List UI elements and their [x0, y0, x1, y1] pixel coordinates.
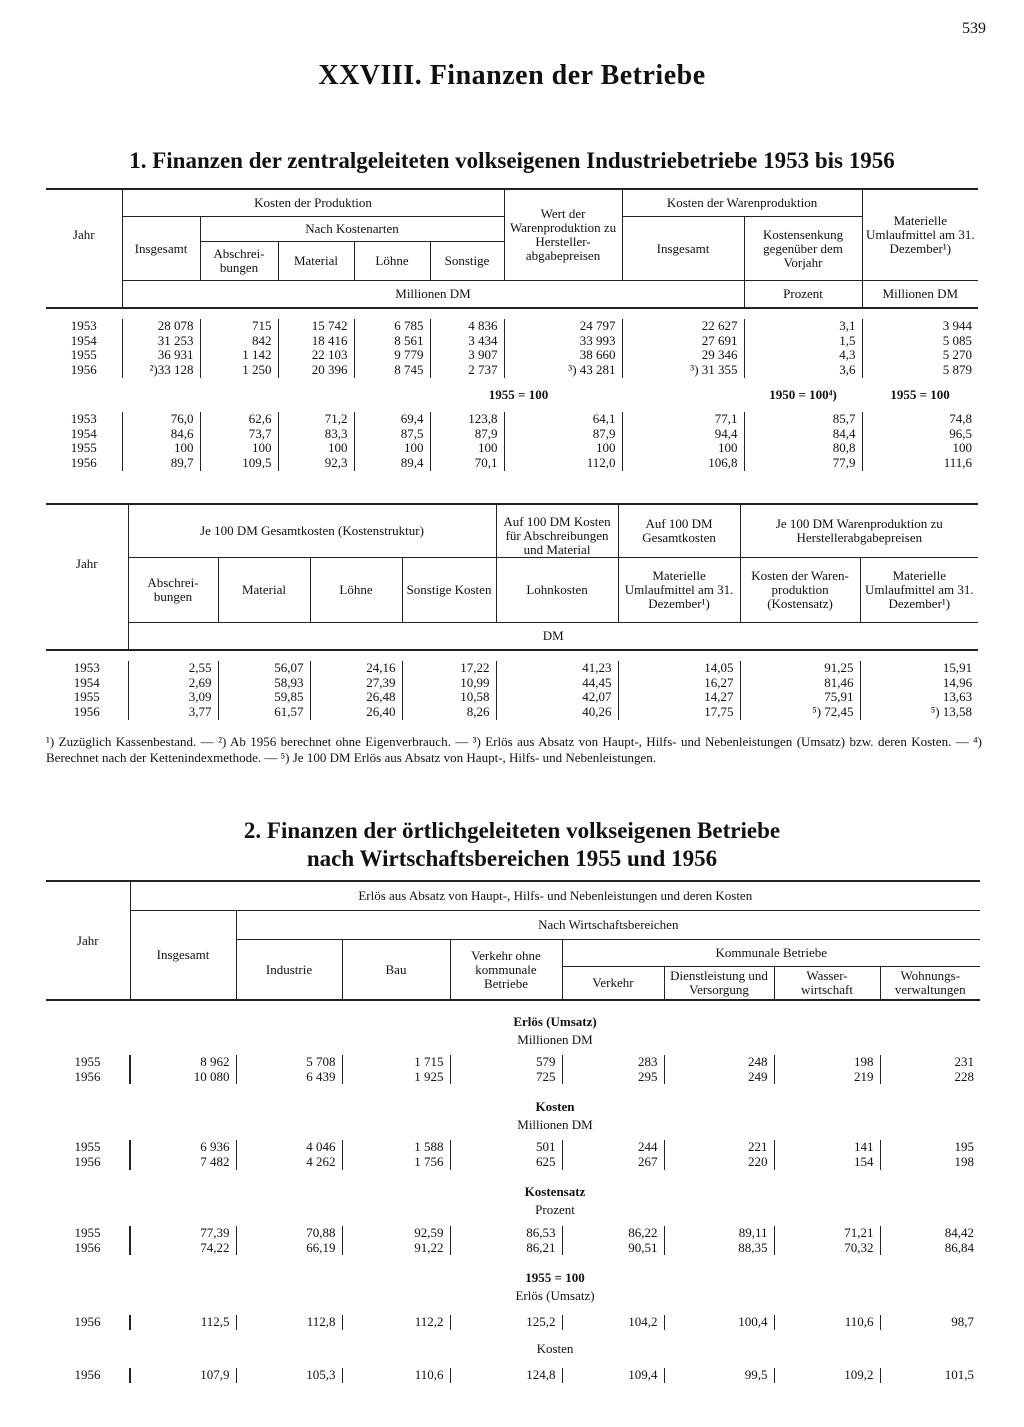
t3-idx-value-cell: 112,2 — [342, 1315, 450, 1330]
t3-year-cell: 1955 — [74, 1139, 101, 1155]
t2-header-auf100-b: Auf 100 DM Gesamtkosten — [618, 504, 740, 558]
t1-abs-value-cell: 18 416 — [278, 334, 354, 349]
t1-idx-value-cell: 76,0 — [122, 412, 200, 427]
t3-value-cell: 198 — [774, 1055, 880, 1070]
t2-value-cell: 10,99 — [402, 676, 496, 691]
t3-header-nach-wb: Nach Wirtschaftsbereichen — [236, 911, 980, 940]
t2-value-cell: ⁵) 13,58 — [860, 705, 978, 720]
t1-idx-row — [46, 456, 978, 471]
t3-value-cell: 86,21 — [450, 1241, 562, 1256]
t3-value-cell: 249 — [664, 1070, 774, 1085]
t1-idx-value-cell: 123,8 — [430, 412, 504, 427]
t2-unit-dm: DM — [128, 623, 978, 651]
t1-idx-value-cell: 85,7 — [744, 412, 862, 427]
t1-abs-value-cell: ³) 31 355 — [622, 363, 744, 378]
t3-value-cell: 1 588 — [342, 1140, 450, 1155]
t1-idx-value-cell: 73,7 — [200, 427, 278, 442]
row-spacer — [46, 1330, 980, 1340]
header-sonstige: Sonstige — [430, 242, 504, 281]
t3-header-erloes: Erlös aus Absatz von Haupt-, Hilfs- und Nebenleistungen und deren Kosten — [130, 881, 980, 911]
t1-abs-year-cell: 1954 — [70, 332, 97, 348]
t1-abs-value-cell: 1,5 — [744, 334, 862, 349]
t3-idx-value-cell: 100,4 — [664, 1315, 774, 1330]
label-row-spacer — [46, 1031, 130, 1049]
t2-value-cell: 58,93 — [218, 676, 310, 691]
t1-abs-value-cell: 1 142 — [200, 348, 278, 363]
t3-header-kommunale: Kommunale Betriebe — [562, 940, 980, 967]
t2-value-cell: 42,07 — [496, 690, 618, 705]
t2-value-cell: 56,07 — [218, 661, 310, 676]
index-label-1950: 1950 = 100⁴) — [769, 386, 837, 402]
t1-abs-value-cell: 3 907 — [430, 348, 504, 363]
t3-value-cell: 10 080 — [130, 1070, 236, 1085]
t2-row — [46, 661, 978, 676]
t1-abs-value-cell: 5 270 — [862, 348, 978, 363]
t1-abs-value-cell: 842 — [200, 334, 278, 349]
header-kosten-warenproduktion: Kosten der Warenproduktion — [622, 189, 862, 217]
t3-value-cell: 283 — [562, 1055, 664, 1070]
t2-header-sonstige: Sonstige Kosten — [402, 558, 496, 623]
t1-abs-value-cell: 27 691 — [622, 334, 744, 349]
t2-value-cell: 75,91 — [740, 690, 860, 705]
t3-idx-year-cell: 1956 — [74, 1366, 101, 1382]
t3-year-cell: 1956 — [74, 1068, 101, 1084]
t1-abs-value-cell: 22 103 — [278, 348, 354, 363]
t2-value-cell: 27,39 — [310, 676, 402, 691]
t3-value-cell: 86,84 — [880, 1241, 980, 1256]
t2-header-kosten-waren: Kosten der Waren-produktion (Kostensatz) — [740, 558, 860, 623]
index-label-1955-b: 1955 = 100 — [890, 386, 950, 402]
t1-abs-value-cell: 8 745 — [354, 363, 430, 378]
t3-idx-value-cell: 110,6 — [342, 1368, 450, 1383]
t2-row — [46, 705, 978, 720]
t3-row — [46, 1155, 980, 1170]
t1-idx-value-cell: 70,1 — [430, 456, 504, 471]
t1-idx-value-cell: 80,8 — [744, 441, 862, 456]
t3-value-cell: 244 — [562, 1140, 664, 1155]
t3-value-cell: 195 — [880, 1140, 980, 1155]
t2-value-cell: 41,23 — [496, 661, 618, 676]
unit-prozent: Prozent — [744, 281, 862, 309]
t3-value-cell: 8 962 — [130, 1055, 236, 1070]
t3-value-cell: 6 439 — [236, 1070, 342, 1085]
t3-header-jahr: Jahr — [76, 932, 99, 948]
t2-header-je100-waren: Je 100 DM Warenproduktion zu Herstellerabgabepreisen — [740, 504, 978, 558]
t1-idx-value-cell: 111,6 — [862, 456, 978, 471]
t1-idx-value-cell: 100 — [430, 441, 504, 456]
t3-value-cell: 5 708 — [236, 1055, 342, 1070]
t1-idx-value-cell: 74,8 — [862, 412, 978, 427]
t3-idx-value-cell: 109,2 — [774, 1368, 880, 1383]
t3-block-label: Kostensatz — [524, 1184, 586, 1200]
section2-title — [0, 817, 1024, 873]
t3-row — [46, 1055, 980, 1070]
t3-index-label: 1955 = 100 — [525, 1269, 585, 1285]
t2-value-cell: 26,48 — [310, 690, 402, 705]
t2-value-cell: 61,57 — [218, 705, 310, 720]
label-row-spacer — [46, 1287, 130, 1305]
t3-idx-value-cell: 101,5 — [880, 1368, 980, 1383]
t3-idx-value-cell: 125,2 — [450, 1315, 562, 1330]
t3-index-unit: Kosten — [536, 1340, 574, 1356]
t3-header-dienstleistung: Dienstleistung und Versorgung — [664, 967, 774, 1001]
t1-idx-value-cell: 100 — [862, 441, 978, 456]
t1-abs-value-cell: 4 836 — [430, 319, 504, 334]
t2-value-cell: 44,45 — [496, 676, 618, 691]
t2-year-cell: 1953 — [73, 660, 100, 675]
t3-value-cell: 77,39 — [130, 1226, 236, 1241]
t3-value-cell: 89,11 — [664, 1226, 774, 1241]
t1-idx-value-cell: 100 — [278, 441, 354, 456]
header-loehne: Löhne — [354, 242, 430, 281]
page-number: 539 — [962, 20, 986, 37]
t1-abs-value-cell: 3,6 — [744, 363, 862, 378]
label-row-spacer — [46, 1098, 130, 1116]
t1-abs-row — [46, 348, 978, 363]
table-1-index-rows — [46, 412, 978, 471]
t2-value-cell: 59,85 — [218, 690, 310, 705]
t1-idx-value-cell: 62,6 — [200, 412, 278, 427]
t3-idx-value-cell: 105,3 — [236, 1368, 342, 1383]
table-1-absolute-rows — [46, 308, 978, 378]
t3-block-unit: Millionen DM — [517, 1117, 593, 1133]
t1-abs-value-cell: 4,3 — [744, 348, 862, 363]
t3-value-cell: 74,22 — [130, 1241, 236, 1256]
t1-abs-value-cell: 5 085 — [862, 334, 978, 349]
label-row-spacer — [46, 1340, 130, 1358]
row-spacer — [46, 1358, 980, 1368]
t3-row — [46, 1241, 980, 1256]
unit-millionen-dm: Millionen DM — [122, 281, 744, 309]
t2-value-cell: 2,69 — [128, 676, 218, 691]
t3-idx-value-cell: 99,5 — [664, 1368, 774, 1383]
row-spacer — [46, 1084, 980, 1098]
section2-title-line1: 2. Finanzen der örtlichgeleiteten volkseigenen Betriebe — [243, 818, 781, 843]
t3-header-verkehr: Verkehr — [562, 967, 664, 1001]
t2-value-cell: 40,26 — [496, 705, 618, 720]
header-kw-insgesamt: Insgesamt — [622, 217, 744, 281]
t2-value-cell: ⁵) 72,45 — [740, 705, 860, 720]
t1-idx-year-cell: 1956 — [70, 454, 97, 470]
t1-abs-value-cell: 29 346 — [622, 348, 744, 363]
t3-value-cell: 220 — [664, 1155, 774, 1170]
t2-value-cell: 2,55 — [128, 661, 218, 676]
t3-idx-value-cell: 109,4 — [562, 1368, 664, 1383]
t1-idx-year-cell: 1955 — [70, 440, 97, 456]
t3-value-cell: 66,19 — [236, 1241, 342, 1256]
t2-value-cell: 14,27 — [618, 690, 740, 705]
footnotes: ¹) Zuzüglich Kassenbestand. — ²) Ab 1956 berechnet ohne Eigenverbrauch. — ³) Erlös aus Absatz von Haupt-, Hilfs- und Nebenleistungen (Umsatz) bzw. deren Kosten. — ⁴) Berechnet nach der Kettenindexmethode. — ⁵) Je 100 DM Erlös aus Absatz von Haupt-, Hilfs- und Nebenleistungen. — [46, 734, 982, 765]
t1-idx-value-cell: 64,1 — [504, 412, 622, 427]
t3-value-cell: 231 — [880, 1055, 980, 1070]
t3-header-wohnung: Wohnungs- verwaltungen — [880, 967, 980, 1001]
row-spacer — [46, 1255, 980, 1269]
t1-abs-value-cell: 9 779 — [354, 348, 430, 363]
label-row-spacer — [46, 1202, 130, 1220]
t2-header-mat-umlauf-2: Materielle Umlaufmittel am 31. Dezember¹) — [860, 558, 978, 623]
t1-abs-value-cell: 38 660 — [504, 348, 622, 363]
section1-title: 1. Finanzen der zentralgeleiteten volkseigenen Industriebetriebe 1953 bis 1956 — [129, 148, 895, 173]
t2-value-cell: 3,09 — [128, 690, 218, 705]
t3-value-cell: 295 — [562, 1070, 664, 1085]
t3-year-cell: 1955 — [74, 1224, 101, 1240]
header-abschreibungen: Abschrei- bungen — [200, 242, 278, 281]
t2-header-mat-umlauf: Materielle Umlaufmittel am 31. Dezember¹) — [618, 558, 740, 623]
t3-value-cell: 1 756 — [342, 1155, 450, 1170]
label-row-spacer — [46, 1184, 130, 1202]
t3-idx-value-cell: 110,6 — [774, 1315, 880, 1330]
t3-idx-value-cell: 107,9 — [130, 1368, 236, 1383]
t3-block-unit: Millionen DM — [517, 1031, 593, 1047]
t1-idx-row — [46, 441, 978, 456]
t3-index-unit: Erlös (Umsatz) — [515, 1287, 595, 1303]
t1-idx-value-cell: 100 — [504, 441, 622, 456]
t1-idx-value-cell: 112,0 — [504, 456, 622, 471]
t3-value-cell: 198 — [880, 1155, 980, 1170]
t3-value-cell: 84,42 — [880, 1226, 980, 1241]
t3-value-cell: 88,35 — [664, 1241, 774, 1256]
table-2-rows — [46, 650, 978, 720]
t3-value-cell: 228 — [880, 1070, 980, 1085]
t1-idx-value-cell: 92,3 — [278, 456, 354, 471]
t3-value-cell: 1 715 — [342, 1055, 450, 1070]
t3-value-cell: 91,22 — [342, 1241, 450, 1256]
t3-idx-row — [46, 1315, 980, 1330]
t1-idx-value-cell: 83,3 — [278, 427, 354, 442]
t2-value-cell: 14,96 — [860, 676, 978, 691]
t1-idx-value-cell: 77,9 — [744, 456, 862, 471]
t3-block-unit: Prozent — [535, 1202, 575, 1218]
t3-value-cell: 141 — [774, 1140, 880, 1155]
t2-row — [46, 690, 978, 705]
t3-header-insgesamt: Insgesamt — [130, 911, 236, 1001]
t3-row — [46, 1226, 980, 1241]
t3-header-wasser: Wasser- wirtschaft — [774, 967, 880, 1001]
t1-abs-value-cell: 1 250 — [200, 363, 278, 378]
t1-idx-value-cell: 100 — [200, 441, 278, 456]
t1-idx-value-cell: 100 — [622, 441, 744, 456]
section2-title-line2: nach Wirtschaftsbereichen 1955 und 1956 — [306, 846, 718, 871]
t3-idx-year-cell: 1956 — [74, 1314, 101, 1330]
t3-year-cell: 1955 — [74, 1054, 101, 1069]
row-spacer — [46, 1000, 980, 1013]
t2-header-abschreibungen: Abschrei- bungen — [128, 558, 218, 623]
t1-idx-row — [46, 412, 978, 427]
t2-value-cell: 14,05 — [618, 661, 740, 676]
header-material: Material — [278, 242, 354, 281]
t1-idx-value-cell: 84,4 — [744, 427, 862, 442]
t1-idx-value-cell: 89,7 — [122, 456, 200, 471]
t2-value-cell: 24,16 — [310, 661, 402, 676]
t2-value-cell: 91,25 — [740, 661, 860, 676]
t1-idx-year-cell: 1954 — [70, 425, 97, 441]
label-row-spacer — [46, 1013, 130, 1031]
t1-abs-value-cell: 715 — [200, 319, 278, 334]
header-wert-warenproduktion: Wert der Warenproduktion zu Hersteller-abgabepreisen — [504, 189, 622, 281]
t1-abs-value-cell: 20 396 — [278, 363, 354, 378]
t1-abs-value-cell: 8 561 — [354, 334, 430, 349]
t3-value-cell: 86,22 — [562, 1226, 664, 1241]
t1-abs-value-cell: 28 078 — [122, 319, 200, 334]
header-materielle-umlaufmittel: Materielle Umlaufmittel am 31. Dezember¹) — [862, 189, 978, 281]
t1-abs-year-cell: 1956 — [70, 362, 97, 378]
t3-header-bau: Bau — [342, 940, 450, 1001]
t1-abs-value-cell: 15 742 — [278, 319, 354, 334]
table-3-rows — [46, 1000, 980, 1383]
header-nach-kostenarten: Nach Kostenarten — [200, 217, 504, 242]
t3-value-cell: 219 — [774, 1070, 880, 1085]
t3-idx-row — [46, 1368, 980, 1383]
t1-idx-value-cell: 109,5 — [200, 456, 278, 471]
t3-idx-value-cell: 98,7 — [880, 1315, 980, 1330]
t3-value-cell: 4 046 — [236, 1140, 342, 1155]
t1-idx-value-cell: 84,6 — [122, 427, 200, 442]
t3-value-cell: 1 925 — [342, 1070, 450, 1085]
t1-abs-value-cell: 33 993 — [504, 334, 622, 349]
t1-idx-value-cell: 77,1 — [622, 412, 744, 427]
t3-value-cell: 70,32 — [774, 1241, 880, 1256]
t1-idx-value-cell: 100 — [354, 441, 430, 456]
t2-year-cell: 1955 — [73, 689, 100, 705]
row-spacer — [46, 1170, 980, 1184]
t1-idx-value-cell: 87,9 — [430, 427, 504, 442]
t1-idx-row — [46, 427, 978, 442]
t3-value-cell: 501 — [450, 1140, 562, 1155]
t3-value-cell: 70,88 — [236, 1226, 342, 1241]
t2-year-cell: 1956 — [73, 704, 100, 720]
t3-value-cell: 86,53 — [450, 1226, 562, 1241]
t2-value-cell: 10,58 — [402, 690, 496, 705]
t3-value-cell: 6 936 — [130, 1140, 236, 1155]
t3-value-cell: 154 — [774, 1155, 880, 1170]
t1-abs-value-cell: 31 253 — [122, 334, 200, 349]
t3-value-cell: 579 — [450, 1055, 562, 1070]
t3-value-cell: 90,51 — [562, 1241, 664, 1256]
t3-header-industrie: Industrie — [236, 940, 342, 1001]
t3-row — [46, 1140, 980, 1155]
t1-abs-value-cell: 2 737 — [430, 363, 504, 378]
t3-block-label: Erlös (Umsatz) — [513, 1013, 597, 1029]
t3-value-cell: 625 — [450, 1155, 562, 1170]
t3-idx-value-cell: 104,2 — [562, 1315, 664, 1330]
t1-abs-value-cell: 36 931 — [122, 348, 200, 363]
t3-year-cell: 1956 — [74, 1239, 101, 1255]
table-3-local-enterprises — [46, 880, 980, 1383]
t3-year-cell: 1956 — [74, 1154, 101, 1170]
t2-value-cell: 26,40 — [310, 705, 402, 720]
t2-value-cell: 17,75 — [618, 705, 740, 720]
t3-header-verkehr-ohne: Verkehr ohne kommunale Betriebe — [450, 940, 562, 1001]
t2-value-cell: 3,77 — [128, 705, 218, 720]
header-jahr: Jahr — [72, 227, 95, 243]
t1-abs-row — [46, 319, 978, 334]
t2-header-material: Material — [218, 558, 310, 623]
t1-abs-value-cell: 3 944 — [862, 319, 978, 334]
header-kostensenkung: Kostensenkung gegenüber dem Vorjahr — [744, 217, 862, 281]
t3-idx-value-cell: 112,8 — [236, 1315, 342, 1330]
t3-value-cell: 71,21 — [774, 1226, 880, 1241]
index-label-1955: 1955 = 100 — [488, 386, 549, 402]
t1-abs-value-cell: 6 785 — [354, 319, 430, 334]
t3-value-cell: 4 262 — [236, 1155, 342, 1170]
t1-idx-year-cell: 1953 — [70, 410, 97, 426]
chapter-title: XXVIII. Finanzen der Betriebe — [318, 60, 706, 91]
t2-value-cell: 16,27 — [618, 676, 740, 691]
t2-header-je100: Je 100 DM Gesamtkosten (Kostenstruktur) — [128, 504, 496, 558]
t2-value-cell: 8,26 — [402, 705, 496, 720]
t1-idx-value-cell: 106,8 — [622, 456, 744, 471]
unit-millionen-dm-2: Millionen DM — [862, 281, 978, 309]
t1-abs-row — [46, 334, 978, 349]
t3-value-cell: 267 — [562, 1155, 664, 1170]
t1-idx-value-cell: 69,4 — [354, 412, 430, 427]
t1-idx-value-cell: 87,5 — [354, 427, 430, 442]
t2-header-auf100-a: Auf 100 DM Kosten für Abschreibungen und Material — [496, 504, 618, 558]
t1-idx-value-cell: 96,5 — [862, 427, 978, 442]
t2-value-cell: 17,22 — [402, 661, 496, 676]
t2-value-cell: 81,46 — [740, 676, 860, 691]
t1-abs-year-cell: 1953 — [70, 318, 97, 333]
t2-year-cell: 1954 — [73, 674, 100, 690]
t1-abs-value-cell: 24 797 — [504, 319, 622, 334]
t1-idx-value-cell: 89,4 — [354, 456, 430, 471]
header-kosten-der-produktion: Kosten der Produktion — [122, 189, 504, 217]
t1-idx-value-cell: 87,9 — [504, 427, 622, 442]
t1-abs-value-cell: 22 627 — [622, 319, 744, 334]
t3-value-cell: 248 — [664, 1055, 774, 1070]
t1-idx-value-cell: 71,2 — [278, 412, 354, 427]
t3-block-label: Kosten — [535, 1099, 575, 1115]
t2-row — [46, 676, 978, 691]
t1-abs-value-cell: ³) 43 281 — [504, 363, 622, 378]
t1-abs-row — [46, 363, 978, 378]
t1-idx-value-cell: 94,4 — [622, 427, 744, 442]
t1-abs-value-cell: 3,1 — [744, 319, 862, 334]
t3-row — [46, 1070, 980, 1085]
t2-header-lohnkosten: Lohnkosten — [496, 558, 618, 623]
header-insgesamt: Insgesamt — [122, 217, 200, 281]
label-row-spacer — [46, 1269, 130, 1287]
t3-value-cell: 92,59 — [342, 1226, 450, 1241]
table-1-absolute-and-index — [46, 188, 978, 471]
t1-abs-year-cell: 1955 — [70, 347, 97, 363]
t3-value-cell: 221 — [664, 1140, 774, 1155]
t2-header-loehne: Löhne — [310, 558, 402, 623]
t1-abs-value-cell: 3 434 — [430, 334, 504, 349]
t3-value-cell: 725 — [450, 1070, 562, 1085]
t3-idx-value-cell: 112,5 — [130, 1315, 236, 1330]
t1-idx-value-cell: 100 — [122, 441, 200, 456]
t3-idx-value-cell: 124,8 — [450, 1368, 562, 1383]
label-row-spacer — [46, 1116, 130, 1134]
t1-abs-value-cell: ²)33 128 — [122, 363, 200, 378]
table-2-cost-structure — [46, 503, 978, 720]
t3-value-cell: 7 482 — [130, 1155, 236, 1170]
row-spacer — [46, 1305, 980, 1315]
t2-value-cell: 13,63 — [860, 690, 978, 705]
t2-header-jahr: Jahr — [75, 555, 98, 571]
t1-abs-value-cell: 5 879 — [862, 363, 978, 378]
t2-value-cell: 15,91 — [860, 661, 978, 676]
